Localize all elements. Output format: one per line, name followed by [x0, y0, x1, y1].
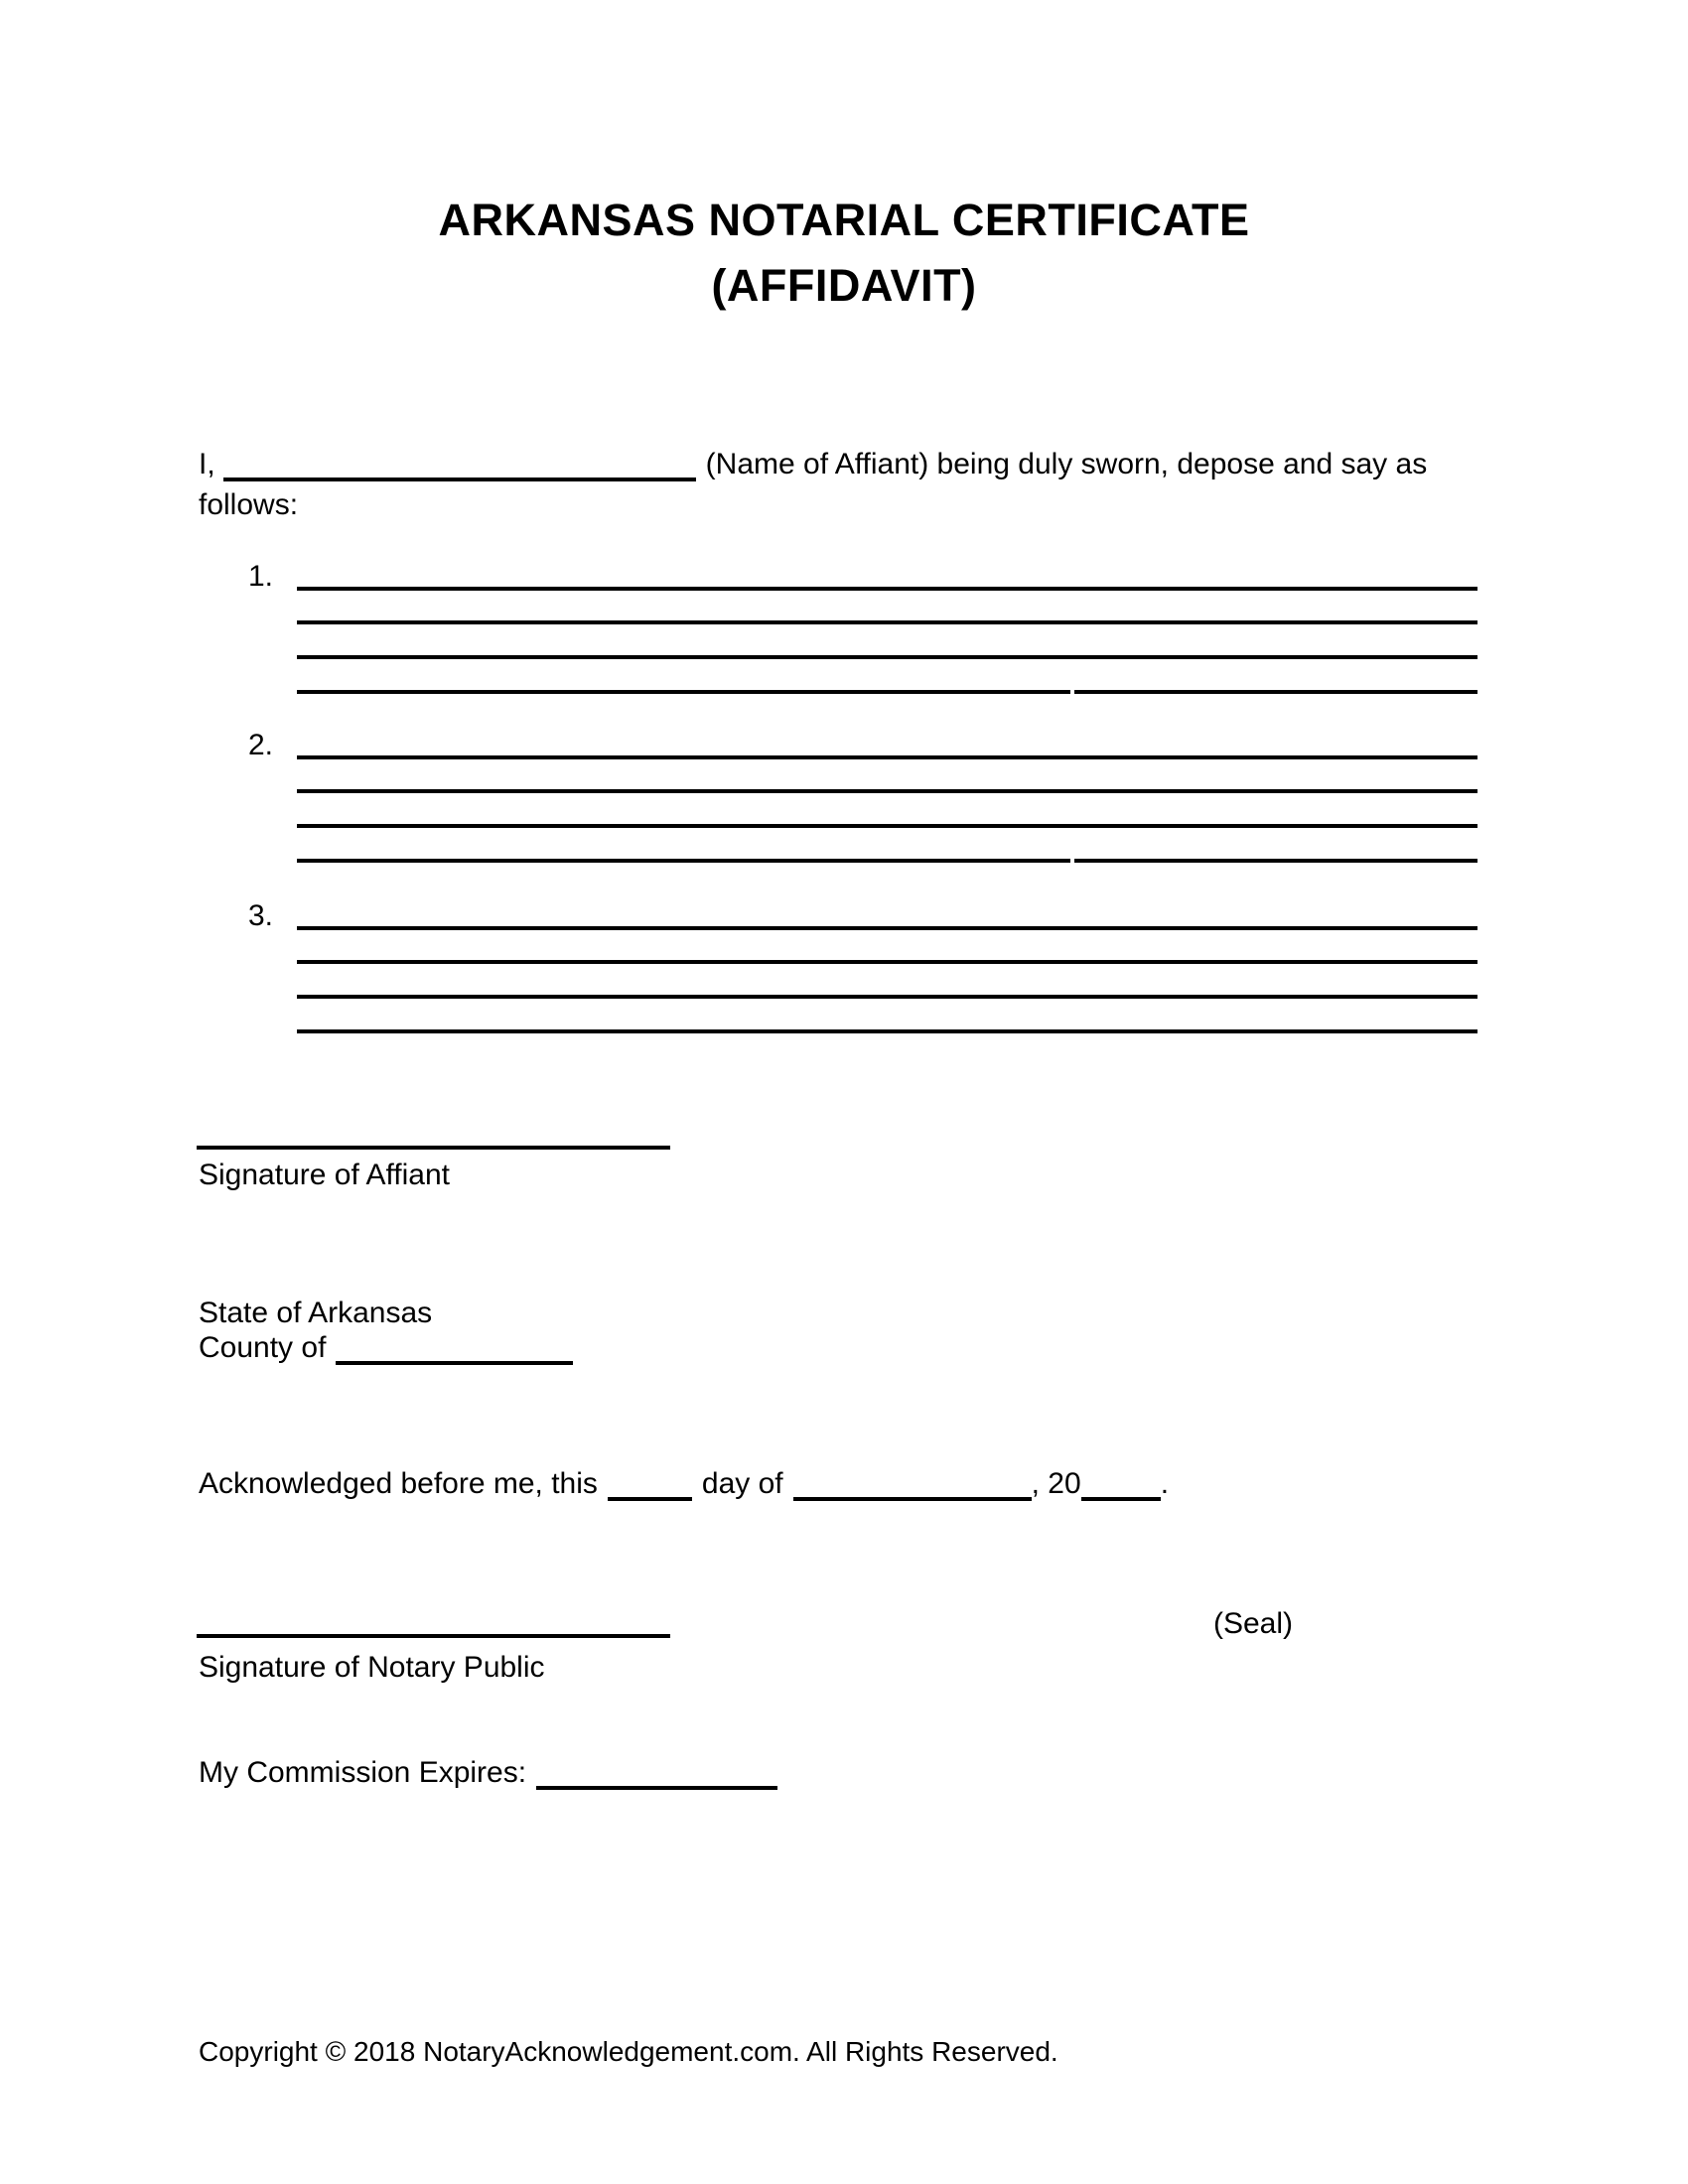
affiant-signature-field[interactable] [197, 1146, 670, 1150]
acknowledgement-year-prefix-text: , 20 [1031, 1467, 1081, 1500]
statement-3-line-3[interactable] [297, 964, 1477, 999]
document-title-line1: ARKANSAS NOTARIAL CERTIFICATE [438, 195, 1250, 245]
year-field[interactable] [1081, 1497, 1161, 1501]
statement-1-lines [297, 556, 1477, 694]
month-field[interactable] [793, 1497, 1032, 1501]
intro-lead-text: I, [199, 448, 215, 480]
statement-3-line-4[interactable] [297, 999, 1477, 1033]
affiant-name-field[interactable] [223, 478, 696, 481]
statement-1-line-4[interactable] [297, 659, 1477, 694]
statement-2-lines [297, 725, 1477, 863]
venue-block [199, 1296, 573, 1365]
statement-1-number: 1. [248, 560, 274, 593]
commission-label: My Commission Expires: [199, 1756, 527, 1789]
notary-signature-field[interactable] [197, 1634, 670, 1638]
day-field[interactable] [608, 1497, 692, 1501]
statement-1-line-1[interactable] [297, 556, 1477, 591]
intro-paragraph [199, 444, 1427, 525]
commission-line [199, 1755, 777, 1791]
document-title-line2: (AFFIDAVIT) [711, 260, 977, 311]
copyright-text: Copyright © 2018 NotaryAcknowledgement.com. All Rights Reserved. [199, 2036, 1058, 2067]
acknowledgement-day-of-text: day of [701, 1467, 783, 1500]
statement-1-line-3[interactable] [297, 624, 1477, 659]
seal-label: (Seal) [1213, 1607, 1294, 1640]
statement-2-line-4-segment-b[interactable] [1074, 828, 1477, 863]
statement-2-line-4-segment-a[interactable] [297, 828, 1070, 863]
acknowledgement-line [199, 1466, 1169, 1502]
statement-item-3 [248, 895, 1479, 1033]
statement-1-line-2[interactable] [297, 591, 1477, 625]
statement-3-line-2[interactable] [297, 930, 1477, 965]
statement-3-lines [297, 895, 1477, 1033]
venue-state-text: State of Arkansas [199, 1297, 433, 1329]
statement-3-number: 3. [248, 899, 274, 932]
statement-1-line-4-segment-b[interactable] [1074, 659, 1477, 694]
document-title [0, 188, 1688, 319]
notary-signature-label: Signature of Notary Public [199, 1651, 545, 1684]
intro-continuation-text: follows: [199, 488, 299, 521]
statement-3-line-1[interactable] [297, 895, 1477, 930]
statement-2-line-2[interactable] [297, 759, 1477, 794]
venue-county-label: County of [199, 1331, 327, 1364]
statement-item-2 [248, 725, 1479, 863]
statement-1-line-4-segment-a[interactable] [297, 659, 1070, 694]
intro-after-blank-text: (Name of Affiant) being duly sworn, depose and say as [705, 448, 1428, 480]
acknowledgement-before-day-text: Acknowledged before me, this [199, 1467, 598, 1500]
commission-expiry-field[interactable] [536, 1786, 777, 1790]
acknowledgement-period-text: . [1160, 1467, 1170, 1500]
statement-item-1 [248, 556, 1479, 694]
statement-2-number: 2. [248, 729, 274, 761]
county-field[interactable] [336, 1361, 573, 1365]
affiant-signature-label: Signature of Affiant [199, 1159, 450, 1191]
statement-2-line-1[interactable] [297, 725, 1477, 759]
statement-2-line-3[interactable] [297, 793, 1477, 828]
statement-2-line-4[interactable] [297, 828, 1477, 863]
